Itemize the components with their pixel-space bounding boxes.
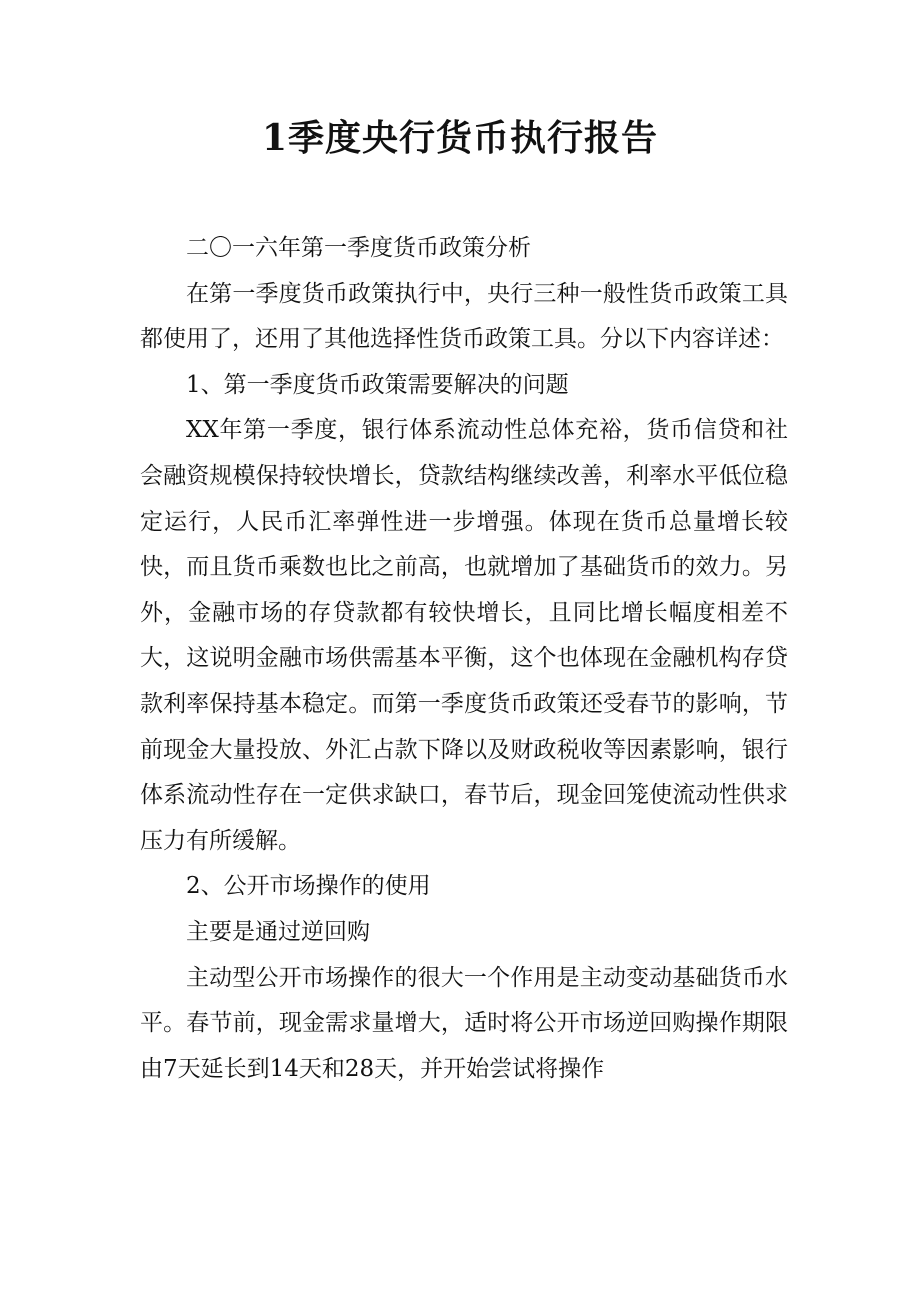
document-body (140, 226, 788, 1092)
section-heading-analysis: 二〇一六年第一季度货币政策分析 (186, 235, 531, 261)
document-title: 1季度央行货币执行报告 (261, 117, 659, 159)
section-heading-problems: 1、第一季度货币政策需要解决的问题 (186, 371, 569, 398)
section-heading-open-market: 2、公开市场操作的使用 (186, 873, 431, 900)
open-market-paragraph: 主动型公开市场操作的很大一个作用是主动变动基础货币水平。春节前，现金需求量增大，适时将公开市场逆回购操作期限由7天延长到14天和28天，并开始尝试将操作 (140, 964, 788, 1082)
problems-paragraph: XX年第一季度，银行体系流动性总体充裕，货币信贷和社会融资规模保持较快增长，贷款结构继续改善，利率水平低位稳定运行，人民币汇率弹性进一步增强。体现在货币总量增长较快，而且货币乘数也比之前高，也就增加了基础货币的效力。另外，金融市场的存贷款都有较快增长，且同比增长幅度相差不大，这说明金融市场供需基本平衡，这个也体现在金融机构存贷款利率保持基本稳定。而第一季度货币政策还受春节的影响，节前现金大量投放、外汇占款下降以及财政税收等因素影响，银行体系流动性存在一定供求缺口，春节后，现金回笼使流动性供求压力有所缓解。 (140, 417, 788, 854)
intro-paragraph: 在第一季度货币政策执行中，央行三种一般性货币政策工具都使用了，还用了其他选择性货币政策工具。分以下内容详述： (140, 280, 788, 353)
reverse-repo-line: 主要是通过逆回购 (186, 918, 370, 945)
